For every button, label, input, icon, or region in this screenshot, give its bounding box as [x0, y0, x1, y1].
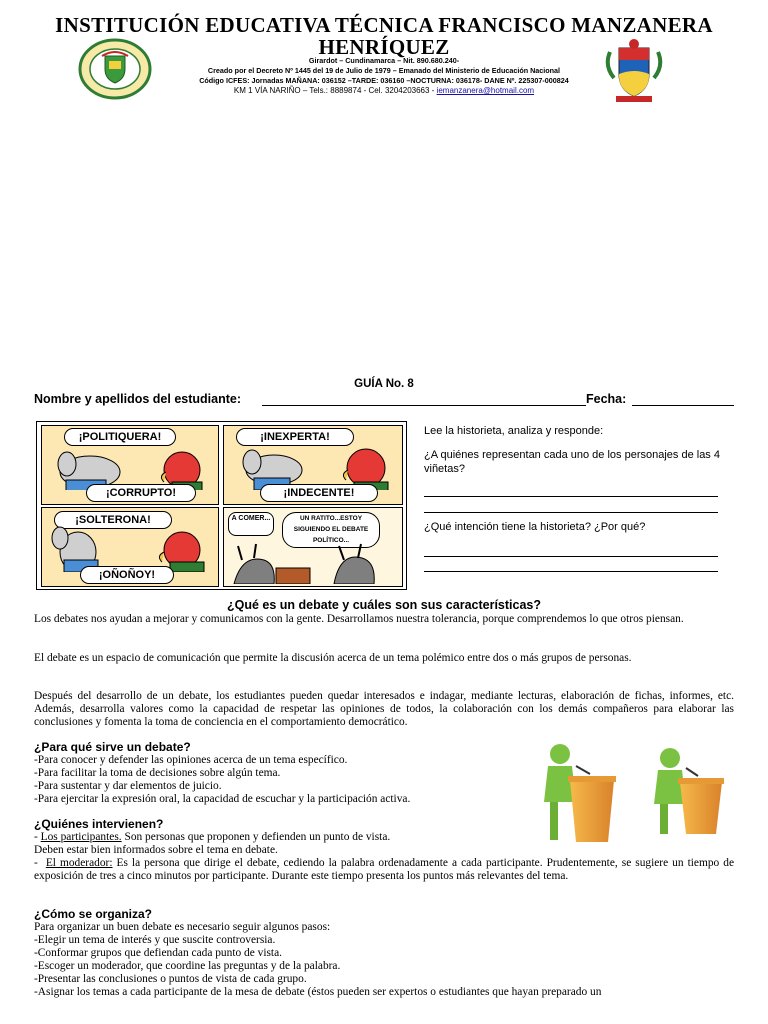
speech-bubble-debate-politico: UN RATITO...ESTOY SIGUIENDO EL DEBATE POLÍTICO... — [282, 512, 380, 548]
organize-item: -Conformar grupos que defiendan cada punto de vista. — [34, 947, 282, 959]
participants-label: Los participantes. — [40, 831, 122, 843]
guide-number: GUÍA No. 8 — [354, 378, 414, 390]
comic-strip — [36, 421, 407, 590]
speech-bubble-a-comer: A COMER... — [228, 512, 274, 536]
section-title: ¿Qué es un debate y cuáles son sus características? — [226, 598, 542, 612]
purpose-list — [34, 754, 534, 806]
contact-line — [0, 86, 768, 96]
location-line: Girardot – Cundinamarca – Nit. 890.680.240- — [308, 56, 460, 65]
comic-panel-2 — [223, 425, 403, 505]
answer-2-line-1[interactable] — [424, 556, 718, 557]
question-1: ¿A quiénes representan cada uno de los personajes de las 4 viñetas? — [424, 449, 720, 475]
comic-panel-4 — [223, 507, 403, 587]
organize-item: -Escoger un moderador, que coordine las preguntas y de la palabra. — [34, 960, 341, 972]
speech-bubble-inexperta: ¡INEXPERTA! — [236, 428, 354, 446]
student-name-field[interactable] — [262, 405, 586, 406]
student-name-label: Nombre y apellidos del estudiante: — [34, 392, 241, 406]
organize-list — [34, 921, 734, 999]
question-2: ¿Qué intención tiene la historieta? ¿Por qué? — [424, 521, 646, 533]
address-text: KM 1 VÍA NARIÑO – Tels.: 8889874 - Cel. 3204203663 - — [233, 86, 437, 95]
organize-intro: Para organizar un buen debate es necesario seguir algunos pasos: — [34, 921, 331, 933]
speech-bubble-corrupto: ¡CORRUPTO! — [86, 484, 196, 502]
school-name-line2: HENRÍQUEZ — [318, 35, 450, 59]
answer-1-line-2[interactable] — [424, 512, 718, 513]
purpose-heading: ¿Para qué sirve un debate? — [34, 740, 191, 754]
date-field[interactable] — [632, 405, 734, 406]
purpose-item: -Para sustentar y dar elementos de juicio. — [34, 780, 222, 792]
paragraph-2: El debate es un espacio de comunicación que permite la discusión acerca de un tema polémico entre dos o más grupos de personas. — [34, 652, 632, 664]
participants-description: Son personas que proponen y defienden un punto de vista. — [121, 831, 391, 843]
organize-item: -Presentar las conclusiones o puntos de vista de cada grupo. — [34, 973, 307, 985]
paragraph-1: Los debates nos ayudan a mejorar y comunicamos con la gente. Desarrollamos nuestra tolerancia, porque comprendemos lo que otros piensan. — [34, 613, 684, 625]
school-name-line1: INSTITUCIÓN EDUCATIVA TÉCNICA FRANCISCO MANZANERA — [55, 13, 713, 37]
decree-line: Creado por el Decreto Nº 1445 del 19 de Julio de 1979 – Emanado del Ministerio de Educación Nacional — [207, 66, 561, 75]
participants-heading: ¿Quiénes intervienen? — [34, 817, 164, 831]
purpose-item: -Para facilitar la toma de decisiones sobre algún tema. — [34, 767, 281, 779]
participants-text: - Los participantes. Son personas que proponen y defienden un punto de vista. Deben estar bien informados sobre el tema en debate. — [34, 831, 534, 857]
organize-item: -Elegir un tema de interés y que suscite controversia. — [34, 934, 276, 946]
debate-podiums-illustration — [540, 740, 730, 848]
speech-bubble-indecente: ¡INDECENTE! — [260, 484, 378, 502]
email-link[interactable]: iemanzanera@hotmail.com — [436, 86, 535, 95]
moderator-label: El moderador: — [45, 857, 113, 869]
comic-panel-3 — [41, 507, 219, 587]
answer-1-line-1[interactable] — [424, 496, 718, 497]
organize-heading: ¿Cómo se organiza? — [34, 907, 153, 921]
organize-item: -Asignar los temas a cada participante de la mesa de debate (éstos pueden ser expertos o estudiantes que hayan preparado un — [34, 986, 602, 998]
icfes-line: Código ICFES: Jornadas MAÑANA: 036152 –TARDE: 036160 –NOCTURNA: 036178- DANE Nº. 225307-000824 — [199, 76, 569, 85]
moderator-text: - El moderador: Es la persona que dirige el debate, cediendo la palabra ordenadamente a cada participante. Prudentemente, se sugiere un tiempo de exposición de tres a cinco minutos por participante. Durante este tiempo presenta los puntos más relevantes del tema. — [34, 857, 734, 882]
speech-bubble-onoñoy: ¡OÑOÑOY! — [80, 566, 174, 584]
purpose-item: -Para conocer y defender las opiniones acerca de un tema específico. — [34, 754, 348, 766]
answer-2-line-2[interactable] — [424, 571, 718, 572]
paragraph-3: Después del desarrollo de un debate, los estudiantes pueden quedar interesados e indagar, mediante lecturas, elaboración de fichas, informes, etc. Además, desarrolla valores como la capacidad de respetar las opiniones de todos, la colaboración con los demás compañeros para elaborar las conclusiones y fomenta la toma de conciencia en el comportamiento democrático. — [34, 690, 734, 728]
participants-description-2: Deben estar bien informados sobre el tema en debate. — [34, 844, 278, 856]
questions-intro: Lee la historieta, analiza y responde: — [424, 425, 604, 437]
purpose-item: -Para ejercitar la expresión oral, la capacidad de escuchar y la participación activa. — [34, 793, 411, 805]
date-label: Fecha: — [586, 392, 627, 406]
comic-panel-1 — [41, 425, 219, 505]
speech-bubble-politiquera: ¡POLITIQUERA! — [64, 428, 176, 446]
speech-bubble-solterona: ¡SOLTERONA! — [54, 511, 172, 529]
moderator-description: Es la persona que dirige el debate, cediendo la palabra ordenadamente a cada participante. Prudentemente, se sugiere un tiempo de exposición de tres a cinco minutos por participante. Durante este tiempo presenta los puntos más relevantes del tema. — [34, 857, 734, 882]
